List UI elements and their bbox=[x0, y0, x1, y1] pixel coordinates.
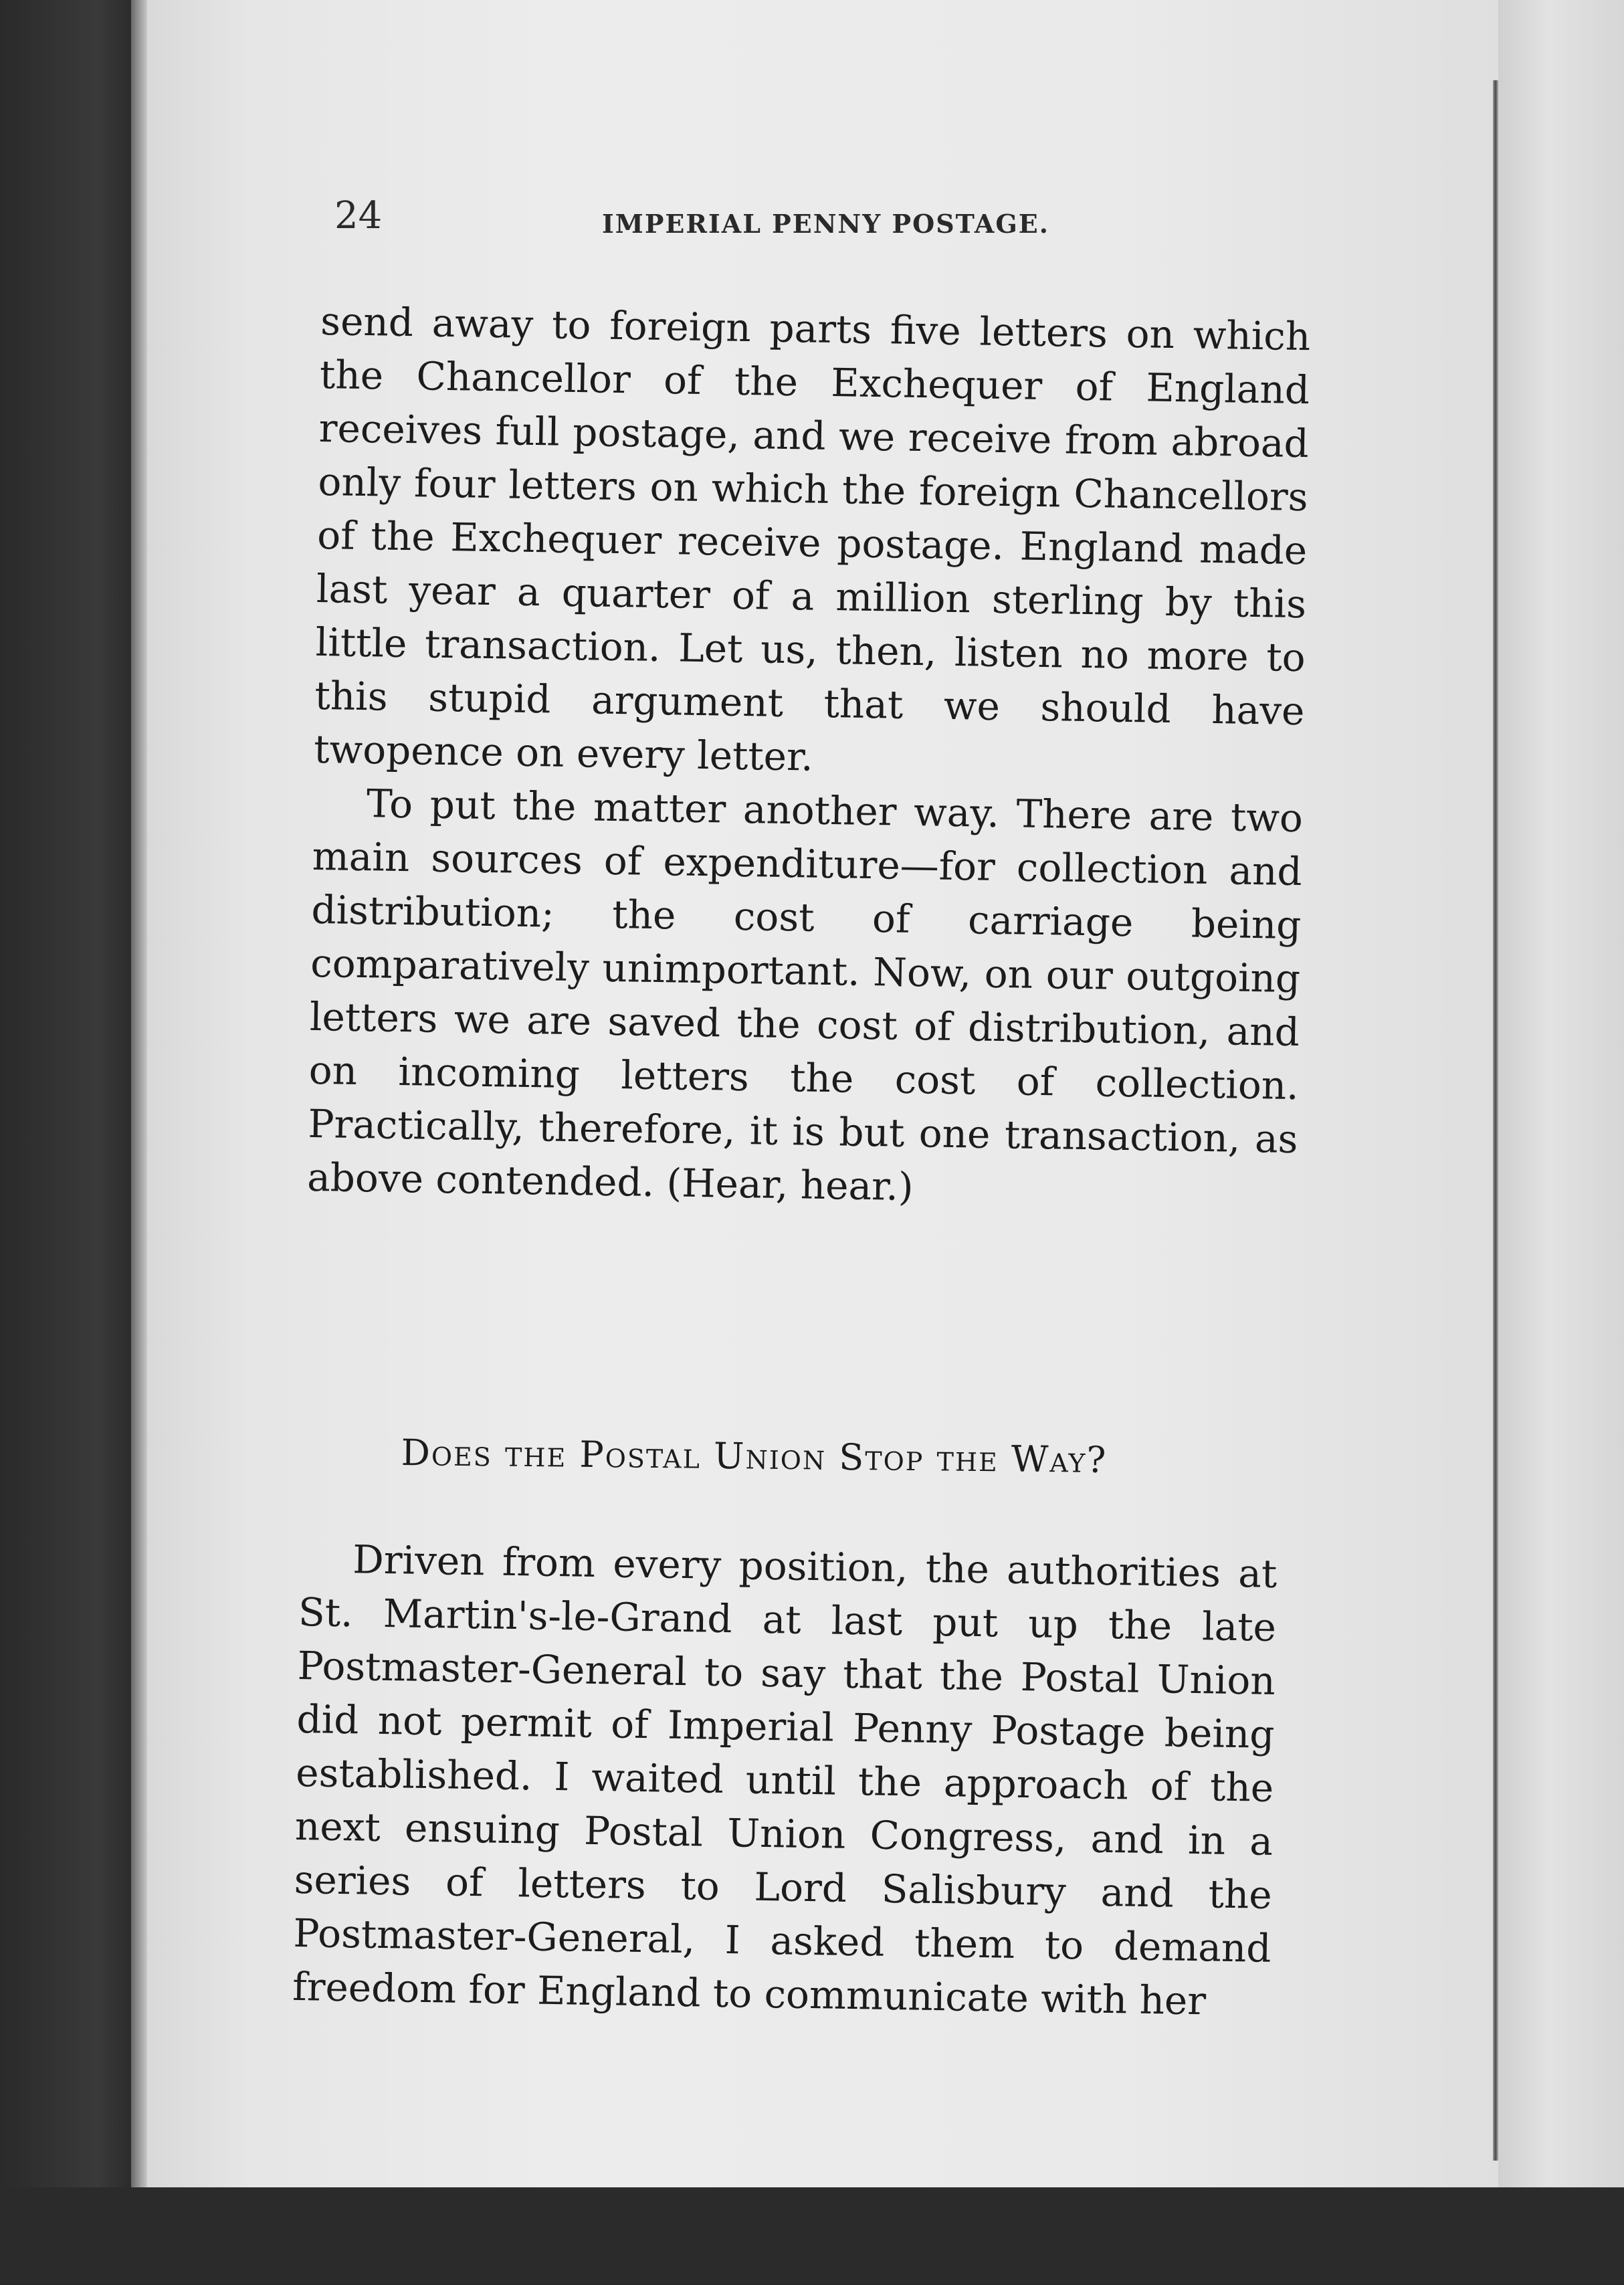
page-left-edge bbox=[131, 0, 147, 2187]
scan-bottom-border bbox=[0, 2187, 1624, 2285]
section-body-text bbox=[292, 1532, 1278, 2029]
running-head: IMPERIAL PENNY POSTAGE. bbox=[602, 209, 1049, 239]
section-paragraph: Driven from every position, the authorities at St. Martin's-le-Grand at last put up the late Postmaster-General to say that the Postal Union did not permit of Imperial Penny Postage being established. I waited until the approach of the next ensuing Postal Union Congress, and in a series of letters to Lord Salisbury and the Postmaster-General, I asked them to demand freedom for England to communicate with her bbox=[292, 1536, 1278, 2024]
page-header bbox=[334, 194, 1324, 247]
facing-page-strip bbox=[1498, 0, 1624, 2187]
section-heading: Does the Postal Union Stop the Way? bbox=[401, 1431, 1108, 1482]
paragraph-continued: send away to foreign parts five letters on which the Chancellor of the Exchequer of England receives full postage, and we receive from abroad only four letters on which the foreign Chancellors of the Exchequer receive postage. England made last year a quarter of a million sterling by this little transaction. Let us, then, listen no more to this stupid argument that we should have twopence on every letter. bbox=[313, 298, 1311, 780]
page-number: 24 bbox=[334, 194, 383, 237]
page-fold-line bbox=[1493, 80, 1498, 2161]
body-text bbox=[307, 294, 1311, 1219]
paragraph: To put the matter another way. There are two main sources of expenditure—for collection and distribution; the cost of carriage being comparatively unimportant. Now, on our outgoing letters we are saved the cost of distribution, and on incoming letters the cost of collection. Practically, therefore, it is but one transaction, as above contended. (Hear, hear.) bbox=[306, 781, 1304, 1210]
